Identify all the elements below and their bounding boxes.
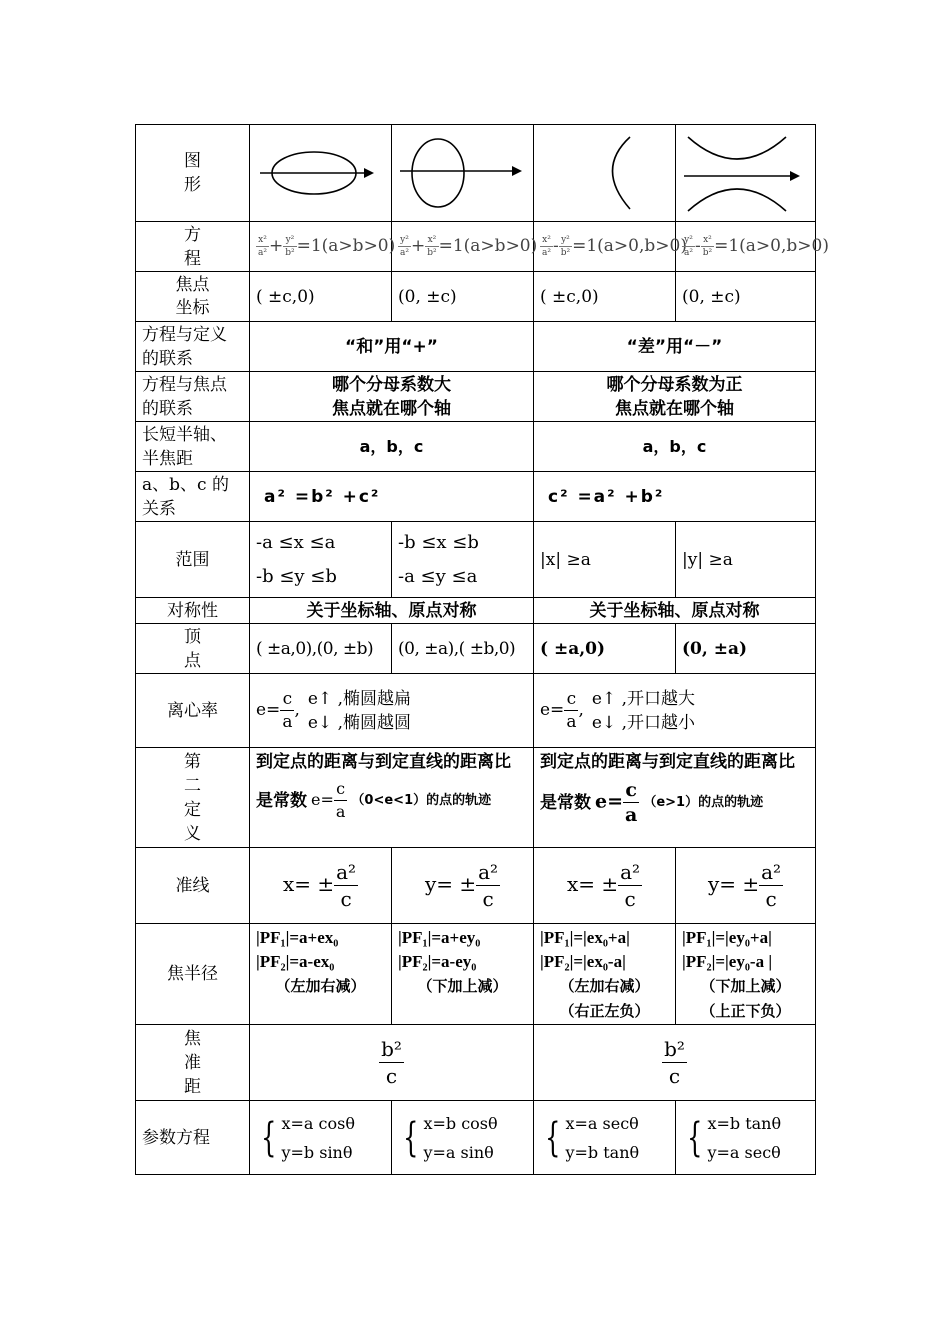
range-cell-4: |y| ≥a bbox=[676, 522, 816, 598]
figure-hyperbola-vertical bbox=[676, 125, 816, 222]
figure-ellipse-horizontal bbox=[250, 125, 392, 222]
focal-radius-cell-2: |PF₁|=a+ey₀ |PF₂|=a-ey₀ （下加上减） bbox=[392, 924, 534, 1025]
axes-row bbox=[136, 422, 816, 472]
symmetry-row bbox=[136, 598, 816, 624]
directrix-cell-3: x= ± $\frac{\text{a²}}{c}$ bbox=[534, 848, 676, 924]
param-cell-3: { x=a secθ y=b tanθ bbox=[534, 1101, 676, 1175]
focus-cell-2: (0, ±c) bbox=[392, 272, 534, 322]
focal-radius-cell-4: |PF₁|=|ey₀+a| |PF₂|=|ey₀-a | （下加上减） （上正下负） bbox=[676, 924, 816, 1025]
range-cell-3: |x| ≥a bbox=[534, 522, 676, 598]
row-label-range: 范围 bbox=[136, 522, 250, 598]
focus-row bbox=[136, 272, 816, 322]
brace-icon: { bbox=[261, 1114, 277, 1161]
row-label-axes: 长短半轴、半焦距 bbox=[136, 422, 250, 472]
brace-icon: { bbox=[403, 1114, 419, 1161]
eccentricity-ellipse: e= $\frac{c}{a}$ , e↑ ,椭圆越扁 e↓ ,椭圆越圆 bbox=[250, 674, 534, 748]
vertex-cell-4: (0, ±a) bbox=[676, 624, 816, 674]
focus-link-hyperbola: 哪个分母系数为正 焦点就在哪个轴 bbox=[534, 372, 816, 422]
figure-row bbox=[136, 125, 816, 222]
row-label-focus: 焦点 坐标 bbox=[136, 272, 250, 322]
focal-radius-cell-3: |PF₁|=|ex₀+a| |PF₂|=|ex₀-a| （左加右减） （右正左负） bbox=[534, 924, 676, 1025]
directrix-cell-2: y= ± $\frac{\text{a²}}{c}$ bbox=[392, 848, 534, 924]
figure-hyperbola-horizontal bbox=[534, 125, 676, 222]
focus-cell-1: ( ±c,0) bbox=[250, 272, 392, 322]
param-row bbox=[136, 1101, 816, 1175]
vertex-row bbox=[136, 624, 816, 674]
param-cell-4: { x=b tanθ y=a secθ bbox=[676, 1101, 816, 1175]
focus-link-ellipse: 哪个分母系数大 焦点就在哪个轴 bbox=[250, 372, 534, 422]
row-label-second-def: 第 二 定 义 bbox=[136, 748, 250, 848]
hyperbola-horizontal-graph bbox=[540, 133, 670, 213]
row-label-equation: 方 程 bbox=[136, 222, 250, 272]
abc-hyperbola: c² =a² +b² bbox=[534, 472, 816, 522]
row-label-focal-dist: 焦 准 距 bbox=[136, 1025, 250, 1101]
focal-radius-cell-1: |PF₁|=a+ex₀ |PF₂|=a-ex₀ （左加右减） bbox=[250, 924, 392, 1025]
abc-row bbox=[136, 472, 816, 522]
second-def-hyperbola: 到定点的距离与到定直线的距离比 是常数 e= $\frac{c}{a}$ （e>1）的点的轨迹 bbox=[534, 748, 816, 848]
symmetry-ellipse: 关于坐标轴、原点对称 bbox=[250, 598, 534, 624]
row-label-focus-link: 方程与焦点的联系 bbox=[136, 372, 250, 422]
focal-radius-row bbox=[136, 924, 816, 1025]
row-label-eccentricity: 离心率 bbox=[136, 674, 250, 748]
conic-sections-table bbox=[135, 124, 829, 1175]
focal-dist-ellipse: $\frac{\text{b²}}{c}$ bbox=[250, 1025, 534, 1101]
def-link-hyperbola: “差”用“－” bbox=[534, 322, 816, 372]
param-cell-2: { x=b cosθ y=a sinθ bbox=[392, 1101, 534, 1175]
focal-dist-hyperbola: $\frac{\text{b²}}{c}$ bbox=[534, 1025, 816, 1101]
axes-ellipse: a，b，c bbox=[250, 422, 534, 472]
brace-icon: { bbox=[687, 1114, 703, 1161]
ellipse-horizontal-graph bbox=[256, 143, 386, 203]
def-link-ellipse: “和”用“+” bbox=[250, 322, 534, 372]
row-label-directrix: 准线 bbox=[136, 848, 250, 924]
focus-cell-4: (0, ±c) bbox=[676, 272, 816, 322]
row-label-abc: a、b、c 的关系 bbox=[136, 472, 250, 522]
directrix-cell-1: x= ± $\frac{\text{a²}}{c}$ bbox=[250, 848, 392, 924]
row-label-figure: 图 形 bbox=[136, 125, 250, 222]
range-cell-1: -a ≤x ≤a -b ≤y ≤b bbox=[250, 522, 392, 598]
equation-cell-4: $\frac{\text{y²}}{\text{a²}}$ - $\frac{\text{x²}}{\text{b²}}$ =1(a>0,b>0) bbox=[676, 222, 816, 272]
eccentricity-hyperbola: e= $\frac{c}{a}$ , e↑ ,开口越大 e↓ ,开口越小 bbox=[534, 674, 816, 748]
row-label-vertex: 顶 点 bbox=[136, 624, 250, 674]
hyperbola-vertical-graph bbox=[682, 131, 812, 215]
range-row bbox=[136, 522, 816, 598]
focal-dist-row bbox=[136, 1025, 816, 1101]
second-def-ellipse: 到定点的距离与到定直线的距离比 是常数 e= $\frac{c}{a}$ （0<e<1）的点的轨迹 bbox=[250, 748, 534, 848]
directrix-row bbox=[136, 848, 816, 924]
figure-ellipse-vertical bbox=[392, 125, 534, 222]
ellipse-vertical-graph bbox=[398, 133, 528, 213]
directrix-cell-4: y= ± $\frac{\text{a²}}{c}$ bbox=[676, 848, 816, 924]
row-label-param: 参数方程 bbox=[136, 1101, 250, 1175]
second-def-row bbox=[136, 748, 816, 848]
vertex-cell-3: ( ±a,0) bbox=[534, 624, 676, 674]
equation-row bbox=[136, 222, 816, 272]
eccentricity-row bbox=[136, 674, 816, 748]
row-label-symmetry: 对称性 bbox=[136, 598, 250, 624]
equation-cell-2: $\frac{\text{y²}}{\text{a²}}$ + $\frac{\text{x²}}{\text{b²}}$ =1(a>b>0) bbox=[392, 222, 534, 272]
param-cell-1: { x=a cosθ y=b sinθ bbox=[250, 1101, 392, 1175]
range-cell-2: -b ≤x ≤b -a ≤y ≤a bbox=[392, 522, 534, 598]
def-link-row bbox=[136, 322, 816, 372]
vertex-cell-2: (0, ±a),( ±b,0) bbox=[392, 624, 534, 674]
equation-cell-3: $\frac{\text{x²}}{\text{a²}}$ - $\frac{\text{y²}}{\text{b²}}$ =1(a>0,b>0) bbox=[534, 222, 676, 272]
row-label-def-link: 方程与定义的联系 bbox=[136, 322, 250, 372]
focus-link-row bbox=[136, 372, 816, 422]
vertex-cell-1: ( ±a,0),(0, ±b) bbox=[250, 624, 392, 674]
brace-icon: { bbox=[545, 1114, 561, 1161]
axes-hyperbola: a，b，c bbox=[534, 422, 816, 472]
abc-ellipse: a² =b² +c² bbox=[250, 472, 534, 522]
symmetry-hyperbola: 关于坐标轴、原点对称 bbox=[534, 598, 816, 624]
row-label-focal-radius: 焦半径 bbox=[136, 924, 250, 1025]
focus-cell-3: ( ±c,0) bbox=[534, 272, 676, 322]
equation-cell-1: $\frac{\text{x²}}{\text{a²}}$ + $\frac{\text{y²}}{\text{b²}}$ =1(a>b>0) bbox=[250, 222, 392, 272]
